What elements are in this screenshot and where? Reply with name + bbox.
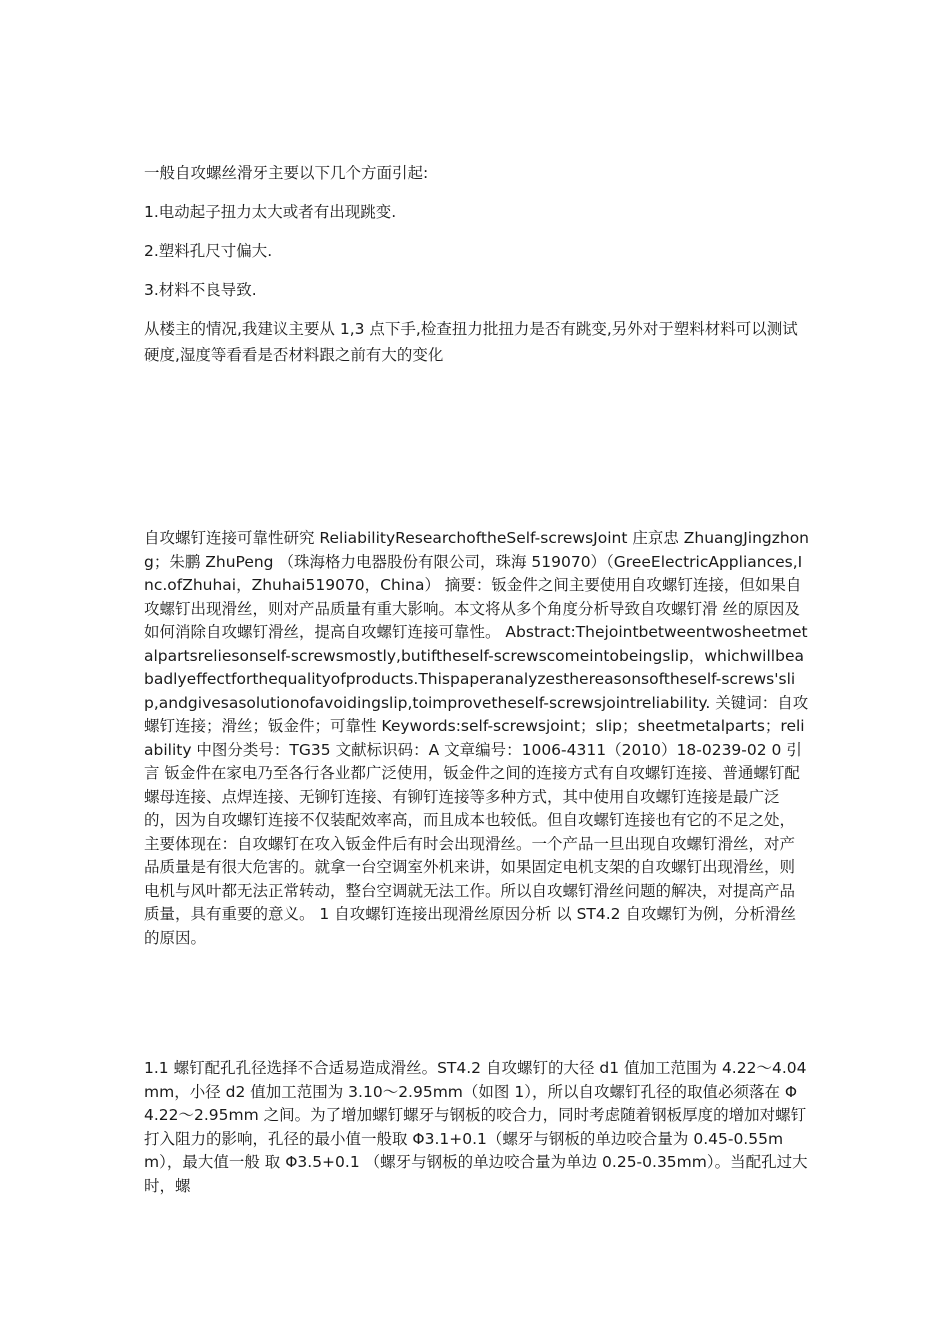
section-1-1-block bbox=[144, 1057, 809, 1198]
intro-item-1: 1.电动起子扭力太大或者有出现跳变. bbox=[144, 203, 397, 221]
intro-heading: 一般自攻螺丝滑牙主要以下几个方面引起: bbox=[144, 164, 429, 182]
intro-advice: 从楼主的情况,我建议主要从 1,3 点下手,检查扭力批扭力是否有跳变,另外对于塑料材料可以测试硬度,湿度等看看是否材料跟之前有大的变化 bbox=[144, 320, 798, 364]
article-block bbox=[144, 527, 809, 950]
intro-block bbox=[144, 160, 809, 381]
section-1-1-body: 1.1 螺钉配孔孔径选择不合适易造成滑丝。ST4.2 自攻螺钉的大径 d1 值加工范围为 4.22～4.04mm，小径 d2 值加工范围为 3.10～2.95mm（如图 1），所以自攻螺钉孔径的取值必须落在 Φ4.22～2.95mm 之间。为了增加螺钉螺牙与钢板的咬合力，同时考虑随着钢板厚度的增加对螺钉打入阻力的影响，孔径的最小值一般取 Φ3.1+0.1（螺牙与钢板的单边咬合量为 0.45-0.55mm），最大值一般 取 Φ3.5+0.1 （螺牙与钢板的单边咬合量为单边 0.25-0.35mm）。当配孔过大时，螺 bbox=[144, 1059, 808, 1195]
intro-item-2: 2.塑料孔尺寸偏大. bbox=[144, 242, 273, 260]
intro-item-3: 3.材料不良导致. bbox=[144, 281, 257, 299]
article-body: 自攻螺钉连接可靠性研究 ReliabilityResearchoftheSelf-screwsJoint 庄京忠 ZhuangJingzhong；朱鹏 ZhuPeng （珠海格力电器股份有限公司，珠海 519070）（GreeElectricAppliances,Inc.ofZhuhai，Zhuhai519070，China） 摘要：钣金件之间主要使用自攻螺钉连接，但如果自攻螺钉出现滑丝，则对产品质量有重大影响。本文将从多个角度分析导致自攻螺钉滑 丝的原因及如何消除自攻螺钉滑丝，提高自攻螺钉连接可靠性。 Abstract:Thejointbetweentwosheetmetalpartsreliesonself-screwsmostly,butiftheself-screwscomeintobeingslip，whichwillbeabadlyeffectforthequalityofproducts.Thispaperanalyzesthereasonsoftheself-screws'slip,andgivesasolutionofavoidingslip,toimprovetheself-screwsjointreliability. 关键词：自攻螺钉连接；滑丝；钣金件；可靠性 Keywords:self-screwsjoint；slip；sheetmetalparts；reliability 中图分类号：TG35 文献标识码：A 文章编号：1006-4311（2010）18-0239-02 0 引言 钣金件在家电乃至各行各业都广泛使用，钣金件之间的连接方式有自攻螺钉连接、普通螺钉配螺母连接、点焊连接、无铆钉连接、有铆钉连接等多种方式，其中使用自攻螺钉连接是最广泛的，因为自攻螺钉连接不仅装配效率高，而且成本也较低。但自攻螺钉连接也有它的不足之处，主要体现在：自攻螺钉在攻入钣金件后有时会出现滑丝。一个产品一旦出现自攻螺钉滑丝，对产品质量是有很大危害的。就拿一台空调室外机来讲，如果固定电机支架的自攻螺钉出现滑丝，则电机与风叶都无法正常转动，整台空调就无法工作。所以自攻螺钉滑丝问题的解决，对提高产品质量，具有重要的意义。 1 自攻螺钉连接出现滑丝原因分析 以 ST4.2 自攻螺钉为例，分析滑丝的原因。 bbox=[144, 529, 810, 947]
